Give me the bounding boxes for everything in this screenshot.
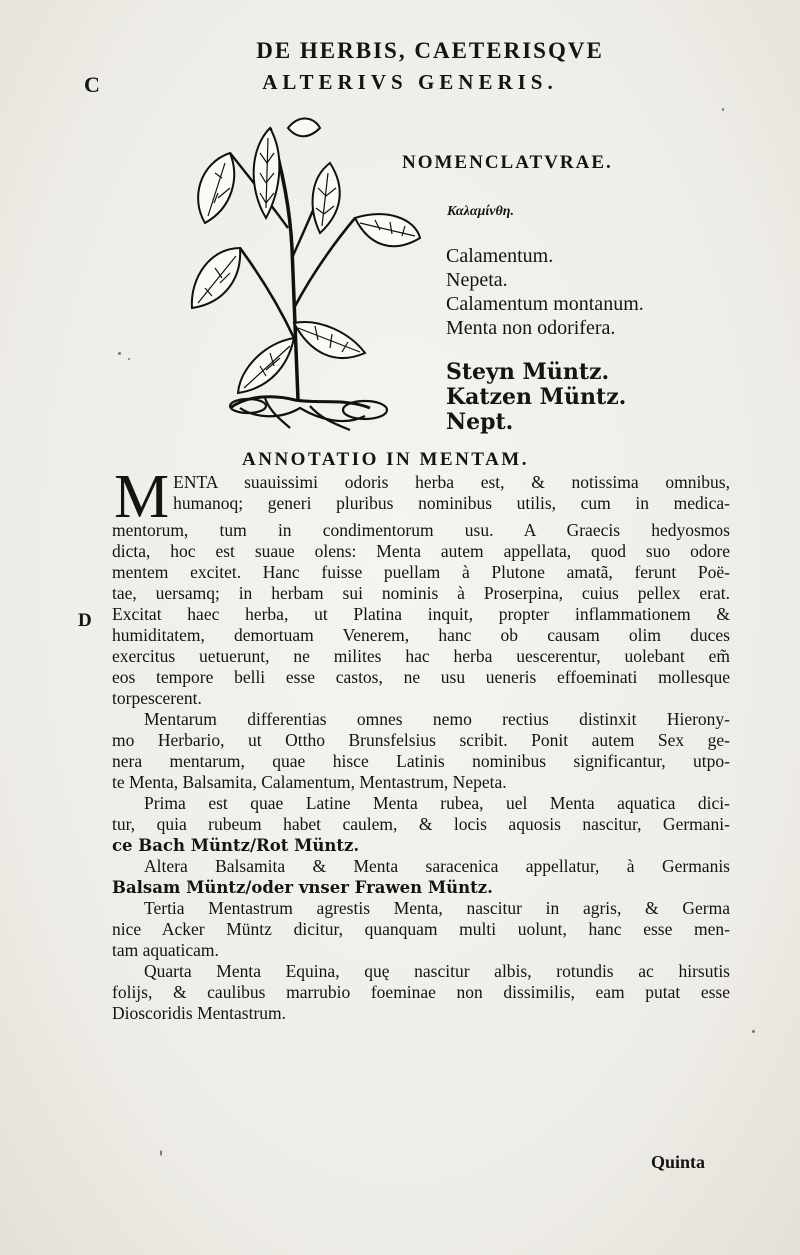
paper-speck	[752, 1030, 755, 1033]
text-line: Dioscoridis Mentastrum.	[112, 1003, 287, 1023]
text-line: exercitus uetuerunt, ne milites hac herba uescerentur, uolebant em̃	[112, 646, 730, 666]
paper-speck	[722, 108, 724, 111]
text-line: te Menta, Balsamita, Calamentum, Mentastrum, Nepeta.	[112, 772, 507, 792]
text-line: nice Acker Müntz dicitur, quanquam multi uolunt, hanc esse men-	[112, 919, 730, 939]
german-name: Nept.	[446, 409, 514, 435]
text-line: mentem excitet. Hanc fuisse puellam à Plutone amatã, ferunt Poë-	[112, 562, 730, 582]
latin-names-list	[446, 244, 644, 340]
text-line: Prima est quae Latine Menta rubea, uel Menta aquatica dici-	[144, 793, 730, 813]
mint-plant-woodcut-icon	[170, 108, 430, 438]
latin-name: Calamentum.	[446, 245, 554, 267]
running-subtitle: ALTERIVS GENERIS.	[262, 70, 558, 94]
margin-letter-d: D	[78, 610, 92, 631]
text-line: Excitat haec herba, ut Platina inquit, propter inflammationem &	[112, 604, 730, 624]
text-line: humanoq; generi pluribus nominibus utilis, cum in medica-	[173, 493, 730, 513]
latin-name: Calamentum montanum.	[446, 293, 644, 315]
text-line: tae, uersamq; in herbam sui nominis à Proserpina, cuius pellex erat.	[112, 583, 730, 603]
text-line: torpescerent.	[112, 688, 202, 708]
german-names-list	[446, 360, 626, 435]
text-line: tur, quia rubeum habet caulem, & locis aquosis nascitur, Germani-	[112, 814, 730, 834]
text-line: ENTA suauissimi odoris herba est, & notissima omnibus,	[173, 472, 730, 492]
text-line: Quarta Menta Equina, quę nascitur albis, rotundis ac hirsutis	[144, 961, 730, 981]
paper-speck	[160, 1150, 162, 1156]
latin-name: Menta non odorifera.	[446, 317, 616, 339]
text-line: mentorum, tum in condimentorum usu. A Graecis hedyosmos	[112, 520, 730, 540]
nomenclature-heading: NOMENCLATVRAE.	[402, 152, 613, 173]
text-line: humiditatem, demortuam Venerem, hanc ob causam olim duces	[112, 625, 730, 645]
german-name: Katzen Müntz.	[446, 384, 627, 410]
latin-name: Nepeta.	[446, 269, 508, 291]
paper-speck	[118, 352, 121, 355]
catchword: Quinta	[651, 1152, 706, 1172]
german-name: Steyn Müntz.	[446, 359, 610, 385]
drop-cap: M	[114, 463, 170, 531]
greek-name: Καλαμίνθη.	[447, 204, 514, 219]
annotation-heading: ANNOTATIO IN MENTAM.	[242, 449, 529, 470]
text-line: mo Herbario, ut Ottho Brunsfelsius scribit. Ponit autem Sex ge-	[112, 730, 730, 750]
text-line: nera mentarum, quae hisce Latinis nominibus significantur, utpo-	[112, 751, 730, 771]
text-line: folijs, & caulibus marrubio foeminae non dissimilis, eam putat esse	[112, 982, 730, 1002]
text-line: eos tempore belli esse castos, ne usu ueneris effoeminati mollesque	[112, 667, 730, 687]
text-line: Balsam Müntz/oder vnser Frawen Müntz.	[112, 878, 493, 897]
text-line: Altera Balsamita & Menta saracenica appellatur, à Germanis	[144, 856, 730, 876]
margin-letter-c: C	[84, 72, 100, 97]
text-line: ce Bach Müntz/Rot Müntz.	[112, 836, 360, 855]
text-line: tam aquaticam.	[112, 940, 219, 960]
text-line: dicta, hoc est suaue olens: Menta autem appellata, quod suo odore	[112, 541, 730, 561]
running-title: DE HERBIS, CAETERISQVE	[256, 38, 604, 63]
text-line: Tertia Mentastrum agrestis Menta, nascitur in agris, & Germa	[144, 898, 730, 918]
annotation-body	[112, 463, 730, 1024]
paper-speck	[128, 358, 130, 360]
text-line: Mentarum differentias omnes nemo rectius distinxit Hierony-	[144, 709, 730, 729]
